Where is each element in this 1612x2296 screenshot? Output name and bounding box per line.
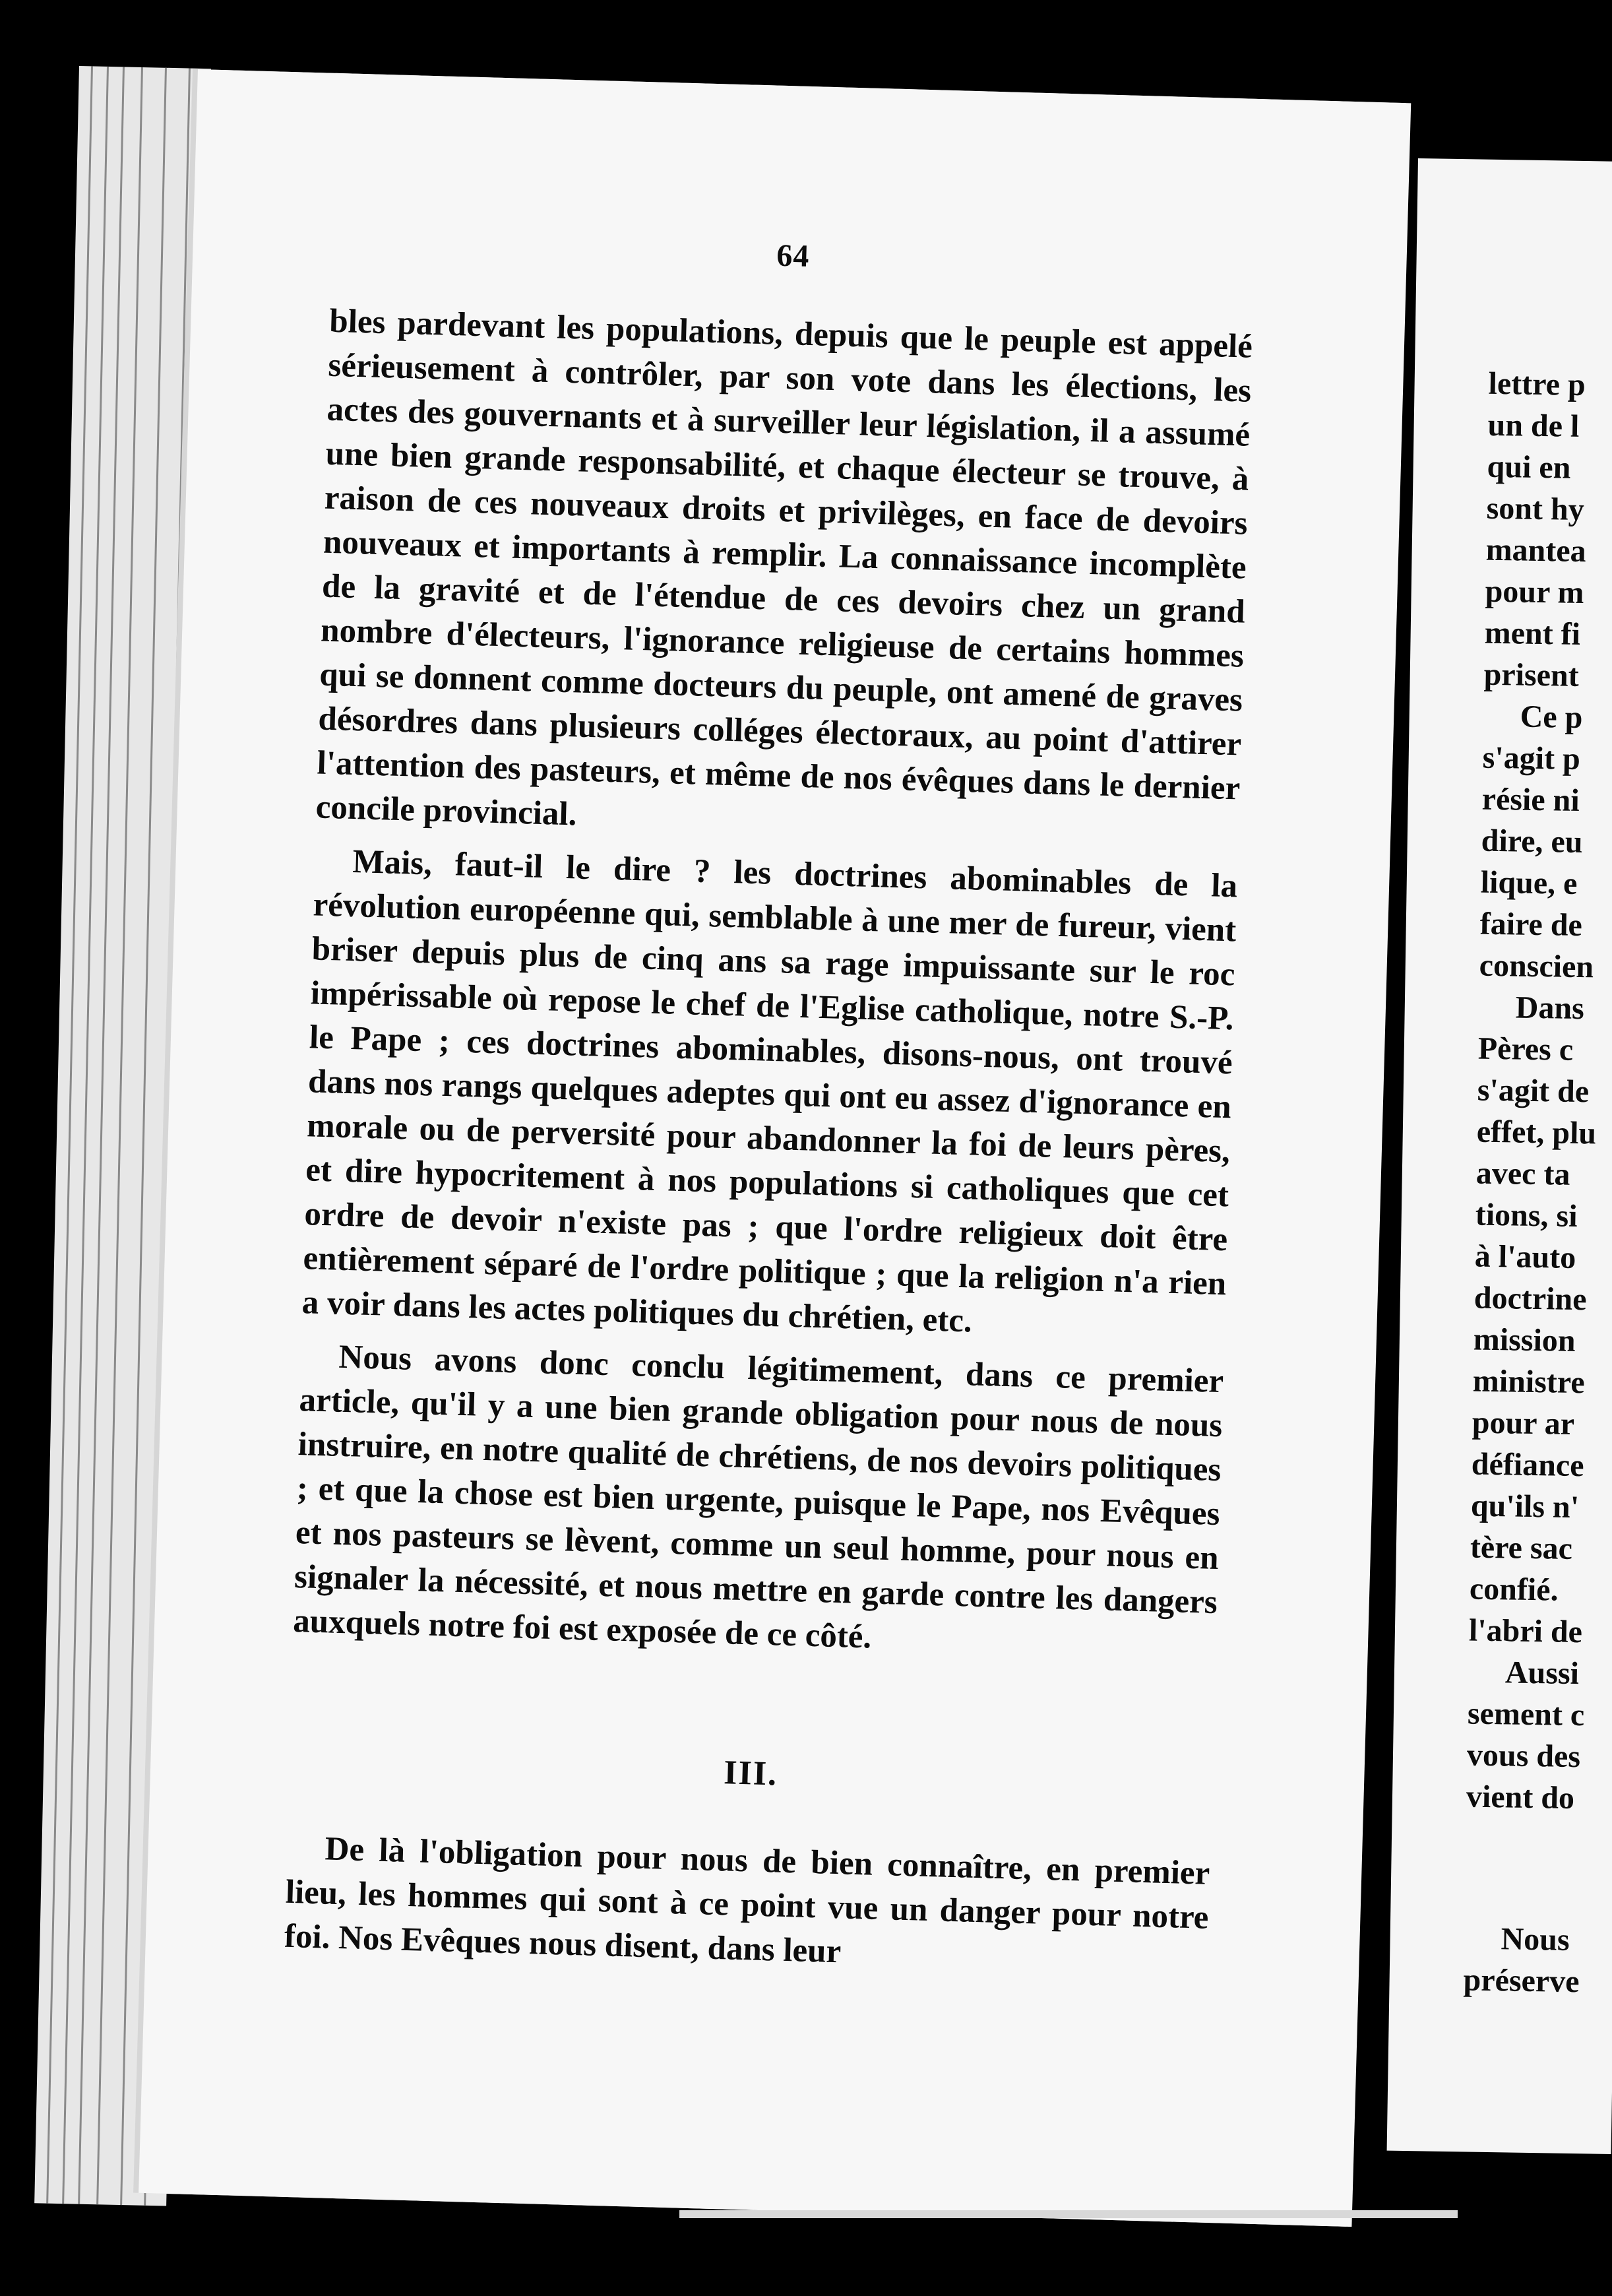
right-page-line: conscien (1479, 947, 1594, 985)
right-page-line: à l'auto (1474, 1238, 1576, 1275)
right-page-line: vous des (1466, 1737, 1581, 1775)
right-page-text-block (1463, 363, 1612, 2007)
right-page-line: sont hy (1486, 490, 1585, 528)
right-page-line: Pères c (1477, 1031, 1574, 1068)
right-page-line: qu'ils n' (1470, 1488, 1580, 1525)
right-page-line: Dans (1515, 990, 1585, 1027)
right-page-line: lique, e (1480, 864, 1578, 901)
page-number: 64 (776, 238, 811, 274)
right-page-line: prisent (1483, 656, 1580, 693)
right-page-line: mantea (1485, 532, 1587, 569)
right-page-line: s'agit p (1482, 740, 1581, 777)
paragraph-doctrines: Mais, faut-il le dire ? les doctrines abominables de la révolution européenne qui, semblable à une mer de fureur, vient briser depuis plus de cinq ans sa rage impuissante sur le roc impérissable où repose le chef de l'Eglise catholique, notre S.-P. le Pape ; ces doctrines abominables, disons-nous, ont trouvé dans nos rangs quelques adeptes qui ont eu assez d'ignorance en morale ou de perversité pour abandonner la foi de leurs pères, et dire hypocritement à nos populations si catholiques que cet ordre de devoir n'existe pas ; que l'ordre religieux doit être entièrement séparé de l'ordre politique ; que la religion n'a rien a voir dans les actes politiques du chrétien, etc. (301, 843, 1238, 1340)
right-page-line: Ce p (1520, 699, 1583, 736)
right-page-line: lettre p (1488, 366, 1586, 403)
section-heading: III. (723, 1754, 778, 1793)
right-page-line: ministre (1472, 1363, 1586, 1401)
right-page-line: résie ni (1481, 781, 1580, 818)
right-page-line: l'abri de (1468, 1612, 1583, 1650)
paragraph-continuation: bles pardevant les populations, depuis que le peuple est appelé sérieusement à contrôler, par son vote dans les élections, les actes des gouvernants et à surveiller leur législation, il a assumé une bien grande responsabilité, et chaque électeur se trouve, à raison de ces nouveaux droits et privilèges, en face de devoirs nouveaux et importants à remplir. La connaissance incomplète de la gravité et de l'étendue de ces devoirs chez un grand nombre d'électeurs, l'ignorance religieuse de certains hommes qui se donnent comme docteurs du peuple, ont amené de graves désordres dans plusieurs colléges électoraux, au point d'attirer l'attention des pasteurs, et même de nos évêques dans le dernier concile provincial. (315, 302, 1253, 833)
paragraph-obligation: De là l'obligation pour nous de bien connaître, en premier lieu, les hommes qui sont à ce point vue un danger pour notre foi. Nos Evêques nous disent, dans leur (284, 1830, 1211, 1971)
page-edge-line (96, 67, 143, 2204)
right-page-line: qui en (1487, 449, 1571, 486)
right-page-line: préserve (1463, 1962, 1580, 2000)
right-page-line: Aussi (1504, 1655, 1580, 1692)
right-page-line: tère sac (1470, 1529, 1573, 1566)
right-page-line: dire, eu (1481, 823, 1583, 860)
right-page-line: avec ta (1475, 1155, 1570, 1192)
right-page-gap (1464, 1817, 1612, 1923)
right-page-line: sement c (1467, 1696, 1585, 1733)
right-page-line: faire de (1479, 906, 1583, 943)
left-page-text-block (284, 225, 1255, 1985)
right-page-line: confié. (1469, 1571, 1559, 1608)
right-page-line: ment fi (1484, 615, 1581, 652)
right-page-line: défiance (1471, 1446, 1584, 1484)
right-page-line: doctrine (1473, 1280, 1587, 1318)
bottom-page-strip (679, 2210, 1458, 2218)
right-page-line: tions, si (1475, 1197, 1578, 1234)
paragraph-conclusion: Nous avons donc conclu légitimement, dans ce premier article, qu'il y a une bien grande obligation pour nous de nous instruire, en notre qualité de chrétiens, de nos devoirs politiques ; et que la chose est bien urgente, puisque le Pape, nos Evêques et nos pasteurs se lèvent, comme un seul homme, pour nous en signaler la nécessité, et nous mettre en garde contre les dangers auxquels notre foi est exposée de ce côté. (292, 1338, 1224, 1656)
right-page-line: pour m (1485, 573, 1584, 611)
right-page-line: Nous (1501, 1921, 1570, 1958)
right-page-line: pour ar (1472, 1405, 1575, 1442)
right-page-line: un de l (1487, 407, 1580, 444)
right-page-line: vient do (1466, 1779, 1575, 1816)
right-page-line: mission (1473, 1322, 1576, 1358)
right-page (1387, 158, 1612, 2154)
left-page (139, 69, 1411, 2227)
right-page-line: s'agit de (1477, 1072, 1590, 1110)
right-page-line: effet, plu (1476, 1114, 1597, 1151)
